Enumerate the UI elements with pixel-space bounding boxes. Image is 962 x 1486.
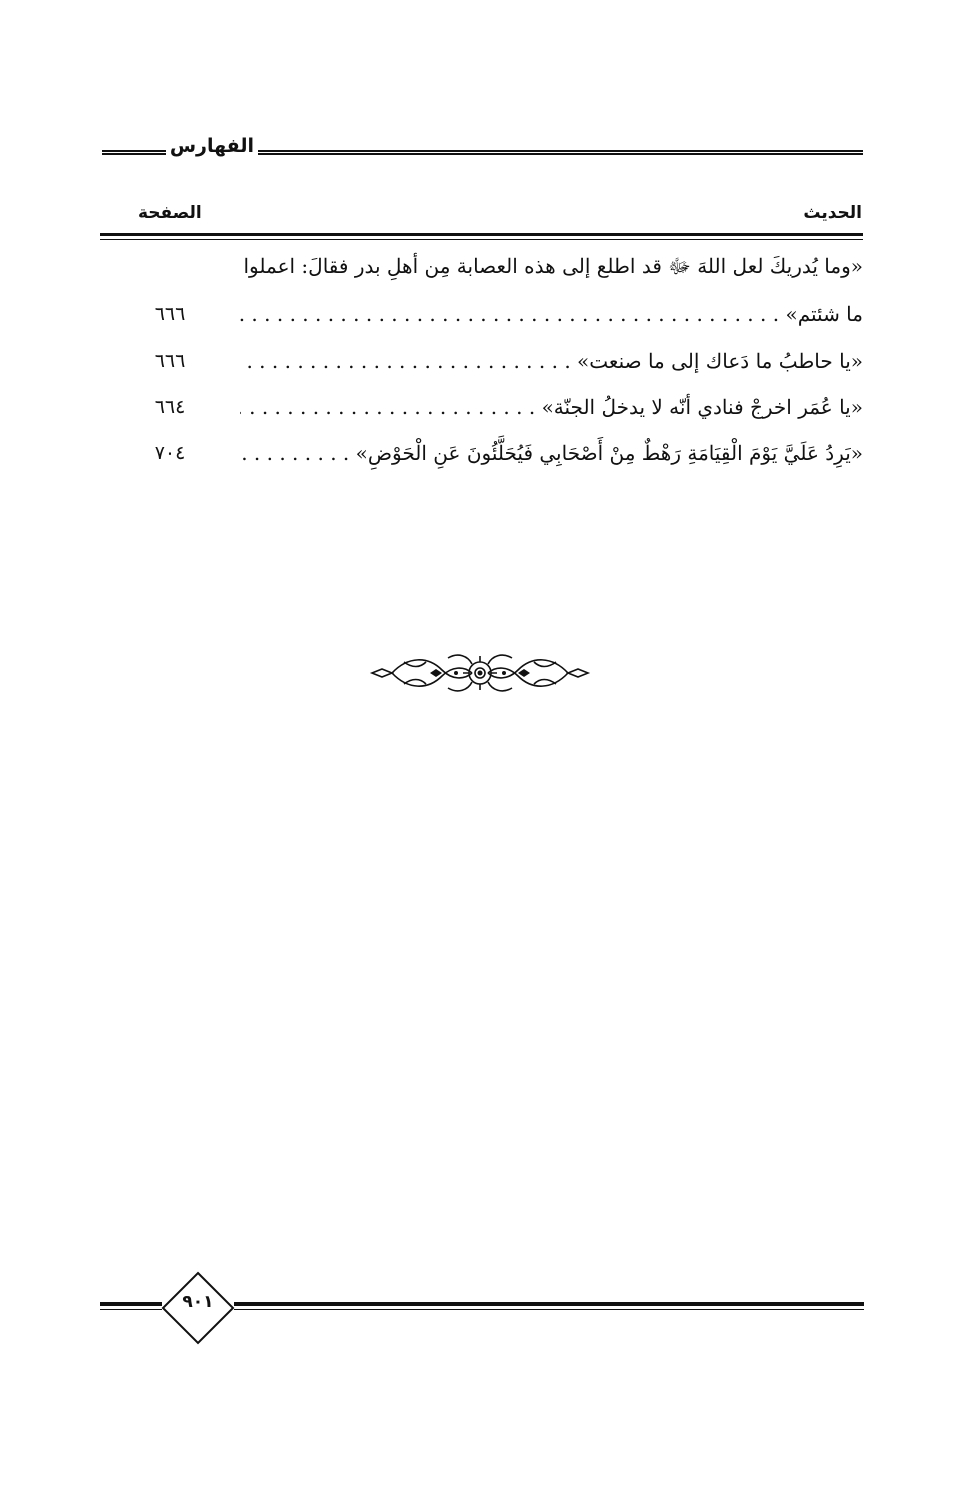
table-header-rule: [100, 233, 863, 236]
footer-rule-right: [234, 1302, 864, 1306]
header-rule-left: [102, 150, 166, 155]
table-header-rule-thin: [100, 239, 863, 240]
index-row: [100, 294, 863, 334]
running-header-title: الفهارس: [169, 135, 254, 157]
page-reference: ٦٦٤: [154, 396, 186, 418]
page-reference: ٦٦٦: [154, 303, 186, 325]
index-row: [100, 246, 863, 286]
index-row: [100, 341, 863, 381]
footer-rule-right-thin: [234, 1309, 864, 1310]
page-reference: ٧٠٤: [154, 442, 186, 464]
page-reference: ٦٦٦: [154, 350, 186, 372]
index-row: [100, 433, 863, 473]
index-row: [100, 387, 863, 427]
column-heading-hadith: الحديث: [803, 203, 862, 223]
hadith-text: «يا حاطبُ ما دَعاك إلى ما صنعت» . . .: [240, 341, 863, 381]
page-number: ٩٠١: [182, 1292, 214, 1312]
hadith-text: «وما يُدريكَ لعل اللهَ ﷻ قد اطلع إلى هذه العصابة مِن أهلِ بدر فقالَ: اعملوا: [243, 254, 863, 278]
footer-rule-left-thin: [100, 1309, 162, 1310]
header-rule-right: [258, 150, 863, 155]
footer-rule-left: [100, 1302, 162, 1306]
hadith-text: ما شئتم» . . .: [240, 294, 863, 334]
column-heading-page: الصفحة: [138, 203, 202, 223]
hadith-text: «يَرِدُ عَلَيَّ يَوْمَ الْقِيَامَةِ رَهْطٌ مِنْ أَصْحَابِي فَيُحَلَّئُونَ عَنِ الْحَوْضِ» . . .: [240, 433, 863, 473]
hadith-text: «يا عُمَر اخرجْ فنادي أنّه لا يدخلُ الجنّة» . . .: [240, 387, 863, 427]
arabesque-ornament-icon: [368, 648, 592, 698]
